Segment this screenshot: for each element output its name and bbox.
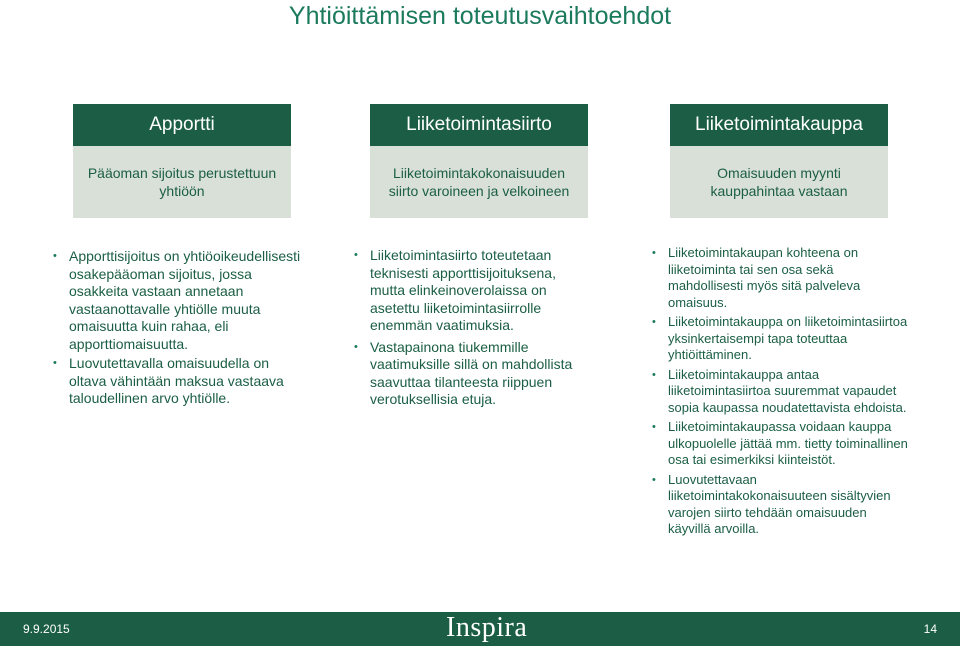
column-header-apportti: Apportti — [73, 104, 291, 146]
column-subheader-apportti: Pääoman sijoitus perustettuun yhtiöön — [73, 146, 291, 218]
inspira-logo: Inspira — [446, 612, 528, 643]
list-item-text: Apporttisijoitus on yhtiöoikeudellisesti osakepääoman sijoitus, jossa osakkeita vastaan annetaan vastaanottavalle yhtiölle muuta omaisuutta kuin rahaa, eli apporttiomaisuutta. — [69, 248, 301, 352]
bullet-dot-icon: • — [53, 357, 57, 369]
column-liiketoimintasiirto — [370, 104, 588, 218]
list-item-text: Liiketoimintasiirto toteutetaan teknisesti apporttisijoituksena, mutta elinkeinoverolaissa on asetettu liiketoimintasiirrolle enemmän vaatimuksia. — [370, 247, 556, 333]
bullet-dot-icon: • — [53, 250, 57, 262]
list-item-text: Liiketoimintakaupan kohteena on liiketoiminta tai sen osa sekä mahdollisesti myös sitä palveleva omaisuus. — [668, 245, 861, 310]
bullet-dot-icon: • — [354, 340, 358, 353]
column-header-liiketoimintasiirto: Liiketoimintasiirto — [370, 104, 588, 146]
page-number: 14 — [923, 622, 937, 636]
column-apportti — [73, 104, 291, 218]
bullet-dot-icon: • — [652, 316, 656, 328]
list-item-text: Liiketoimintakaupassa voidaan kauppa ulkopuolelle jättää mm. tietty toiminallinen osa tai esimerkiksi kiinteistöt. — [668, 419, 908, 467]
bullet-list-liiketoimintakauppa — [652, 245, 912, 541]
bullet-dot-icon: • — [652, 247, 656, 259]
bullet-dot-icon: • — [354, 249, 358, 261]
list-item-text: Liiketoimintakauppa antaa liiketoimintasiirtoa suuremmat vapaudet sopia kaupassa noudatettavista ehdoista. — [668, 366, 907, 415]
list-item-text: Vastapainona tiukemmille vaatimuksille sillä on mahdollista saavuttaa tilanteesta riippuen verotuksellisia etuja. — [370, 338, 573, 407]
list-item — [652, 314, 912, 364]
column-subheader-liiketoimintakauppa: Omaisuuden myynti kauppahintaa vastaan — [670, 146, 888, 218]
bullet-list-apportti — [53, 248, 301, 410]
list-item-text: Liiketoimintakauppa on liiketoimintasiirtoa yksinkertaisempi tapa toteuttaa yhtiöittäminen. — [668, 314, 908, 362]
list-item-text: Luovutettavaan liiketoimintakokonaisuuteen sisältyvien varojen siirto tehdään omaisuuden käyvillä arvoilla. — [668, 471, 891, 536]
list-item — [354, 247, 594, 335]
footer-bar — [0, 612, 960, 646]
list-item — [652, 367, 912, 417]
list-item — [652, 245, 912, 311]
list-item — [53, 248, 301, 353]
bullet-dot-icon: • — [652, 368, 656, 381]
column-liiketoimintakauppa — [670, 104, 888, 218]
list-item — [652, 472, 912, 538]
bullet-dot-icon: • — [652, 421, 656, 433]
column-header-liiketoimintakauppa: Liiketoimintakauppa — [670, 104, 888, 146]
list-item-text: Luovutettavalla omaisuudella on oltava vähintään maksua vastaava taloudellinen arvo yhtiölle. — [69, 355, 284, 406]
column-subheader-liiketoimintasiirto: Liiketoimintakokonaisuuden siirto varoineen ja velkoineen — [370, 146, 588, 218]
list-item — [652, 419, 912, 469]
footer-date: 9.9.2015 — [23, 622, 70, 636]
page-title: Yhtiöittämisen toteutusvaihtoehdot — [288, 2, 672, 30]
list-item — [354, 339, 594, 409]
bullet-list-liiketoimintasiirto — [354, 247, 594, 413]
list-item — [53, 355, 301, 408]
bullet-dot-icon: • — [652, 473, 656, 486]
